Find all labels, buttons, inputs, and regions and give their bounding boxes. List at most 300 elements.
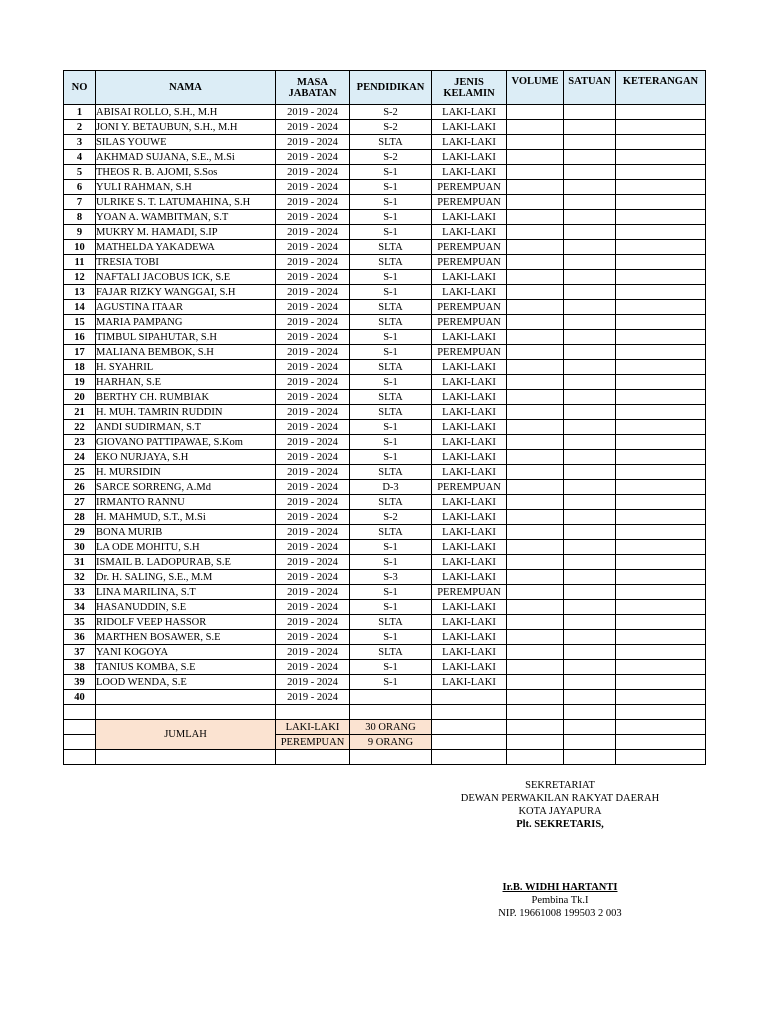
row-nama: BERTHY CH. RUMBIAK [96,390,276,405]
row-satuan [564,105,616,120]
row-volume [507,135,564,150]
row-satuan [564,525,616,540]
row-masa-jabatan: 2019 - 2024 [276,315,350,330]
row-satuan [564,405,616,420]
table-row [64,495,706,510]
row-nama: H. MAHMUD, S.T., M.Si [96,510,276,525]
row-volume [507,270,564,285]
row-no: 31 [64,555,96,570]
row-satuan [564,165,616,180]
row-volume [507,510,564,525]
row-jenis-kelamin: PEREMPUAN [432,240,507,255]
row-keterangan [616,585,706,600]
row-no: 33 [64,585,96,600]
row-masa-jabatan: 2019 - 2024 [276,210,350,225]
row-nama: H. MUH. TAMRIN RUDDIN [96,405,276,420]
row-pendidikan: S-1 [350,270,432,285]
row-keterangan [616,480,706,495]
table-row [64,345,706,360]
row-masa-jabatan: 2019 - 2024 [276,225,350,240]
row-keterangan [616,315,706,330]
row-no: 20 [64,390,96,405]
row-no: 19 [64,375,96,390]
row-nama: LOOD WENDA, S.E [96,675,276,690]
row-no: 39 [64,675,96,690]
row-nama: H. SYAHRIL [96,360,276,375]
row-nama: BONA MURIB [96,525,276,540]
table-row [64,690,706,705]
header-pendidikan: PENDIDIKAN [350,71,432,105]
row-nama: YOAN A. WAMBITMAN, S.T [96,210,276,225]
row-no: 29 [64,525,96,540]
signature-block [420,779,700,831]
row-satuan [564,225,616,240]
row-no: 22 [64,420,96,435]
row-masa-jabatan: 2019 - 2024 [276,450,350,465]
row-keterangan [616,255,706,270]
table-row [64,135,706,150]
official-name: Ir.B. WIDHI HARTANTI [502,882,618,893]
table-row [64,510,706,525]
table-row [64,255,706,270]
row-volume [507,330,564,345]
row-pendidikan: SLTA [350,525,432,540]
row-keterangan [616,120,706,135]
row-no: 34 [64,600,96,615]
row-jenis-kelamin: LAKI-LAKI [432,540,507,555]
row-pendidikan: S-1 [350,585,432,600]
row-volume [507,165,564,180]
row-volume [507,255,564,270]
row-keterangan [616,360,706,375]
row-masa-jabatan: 2019 - 2024 [276,300,350,315]
row-pendidikan: S-3 [350,570,432,585]
table-row [64,480,706,495]
header-jenis-kelamin [432,71,507,105]
row-satuan [564,570,616,585]
row-volume [507,435,564,450]
row-satuan [564,420,616,435]
row-jenis-kelamin: LAKI-LAKI [432,270,507,285]
row-masa-jabatan: 2019 - 2024 [276,390,350,405]
row-pendidikan: S-1 [350,375,432,390]
row-no: 13 [64,285,96,300]
row-keterangan [616,600,706,615]
row-nama: JONI Y. BETAUBUN, S.H., M.H [96,120,276,135]
male-count: 30 ORANG [350,720,432,735]
table-row [64,465,706,480]
row-masa-jabatan: 2019 - 2024 [276,375,350,390]
row-keterangan [616,555,706,570]
row-no: 3 [64,135,96,150]
row-volume [507,660,564,675]
row-masa-jabatan: 2019 - 2024 [276,330,350,345]
row-masa-jabatan: 2019 - 2024 [276,480,350,495]
header-masa-jabatan [276,71,350,105]
row-volume [507,285,564,300]
row-nama: TANIUS KOMBA, S.E [96,660,276,675]
header-satuan: SATUAN [564,71,616,105]
table-row [64,675,706,690]
row-volume [507,150,564,165]
table-row [64,285,706,300]
row-pendidikan: SLTA [350,465,432,480]
row-keterangan [616,660,706,675]
row-pendidikan: S-1 [350,195,432,210]
row-masa-jabatan: 2019 - 2024 [276,690,350,705]
signature-line2: DEWAN PERWAKILAN RAKYAT DAERAH [460,793,660,804]
row-no: 16 [64,330,96,345]
row-satuan [564,300,616,315]
row-jenis-kelamin: LAKI-LAKI [432,375,507,390]
row-jenis-kelamin: LAKI-LAKI [432,660,507,675]
row-jenis-kelamin: LAKI-LAKI [432,150,507,165]
row-satuan [564,540,616,555]
row-jenis-kelamin: LAKI-LAKI [432,225,507,240]
row-masa-jabatan: 2019 - 2024 [276,360,350,375]
row-pendidikan: SLTA [350,255,432,270]
row-jenis-kelamin: LAKI-LAKI [432,420,507,435]
row-masa-jabatan: 2019 - 2024 [276,165,350,180]
table-row [64,330,706,345]
table-row [64,405,706,420]
row-jenis-kelamin: LAKI-LAKI [432,465,507,480]
row-pendidikan: S-1 [350,435,432,450]
row-jenis-kelamin: PEREMPUAN [432,345,507,360]
row-volume [507,345,564,360]
row-no: 1 [64,105,96,120]
row-jenis-kelamin: LAKI-LAKI [432,105,507,120]
row-jenis-kelamin: LAKI-LAKI [432,390,507,405]
row-nama: ABISAI ROLLO, S.H., M.H [96,105,276,120]
header-no: NO [64,71,96,105]
row-pendidikan: SLTA [350,495,432,510]
row-keterangan [616,105,706,120]
row-no: 30 [64,540,96,555]
table-row [64,585,706,600]
row-satuan [564,345,616,360]
row-nama: HASANUDDIN, S.E [96,600,276,615]
row-jenis-kelamin: LAKI-LAKI [432,210,507,225]
row-pendidikan: SLTA [350,615,432,630]
row-satuan [564,615,616,630]
row-volume [507,525,564,540]
row-volume [507,645,564,660]
row-no: 11 [64,255,96,270]
row-satuan [564,390,616,405]
row-masa-jabatan: 2019 - 2024 [276,540,350,555]
signature-line1: SEKRETARIAT [525,780,595,791]
row-nama: AGUSTINA ITAAR [96,300,276,315]
row-pendidikan: S-2 [350,510,432,525]
row-masa-jabatan: 2019 - 2024 [276,465,350,480]
row-keterangan [616,645,706,660]
row-jenis-kelamin: PEREMPUAN [432,195,507,210]
row-volume [507,690,564,705]
row-keterangan [616,435,706,450]
row-volume [507,450,564,465]
row-masa-jabatan: 2019 - 2024 [276,675,350,690]
row-pendidikan: S-1 [350,285,432,300]
table-row [64,555,706,570]
row-pendidikan: SLTA [350,405,432,420]
row-satuan [564,195,616,210]
row-nama: MALIANA BEMBOK, S.H [96,345,276,360]
row-nama: MUKRY M. HAMADI, S.IP [96,225,276,240]
row-pendidikan: S-1 [350,180,432,195]
table-row [64,210,706,225]
row-masa-jabatan: 2019 - 2024 [276,345,350,360]
row-volume [507,120,564,135]
table-row [64,105,706,120]
row-no: 7 [64,195,96,210]
row-pendidikan: SLTA [350,390,432,405]
row-volume [507,540,564,555]
row-nama: MATHELDA YAKADEWA [96,240,276,255]
row-satuan [564,180,616,195]
row-satuan [564,585,616,600]
table-row [64,180,706,195]
table-body [64,105,706,705]
header-row [64,71,706,105]
row-pendidikan: S-1 [350,225,432,240]
row-keterangan [616,510,706,525]
row-nama: ULRIKE S. T. LATUMAHINA, S.H [96,195,276,210]
row-keterangan [616,690,706,705]
row-pendidikan: S-2 [350,105,432,120]
row-jenis-kelamin: PEREMPUAN [432,585,507,600]
row-pendidikan: SLTA [350,360,432,375]
row-pendidikan: S-2 [350,150,432,165]
row-nama: Dr. H. SALING, S.E., M.M [96,570,276,585]
row-satuan [564,255,616,270]
row-volume [507,210,564,225]
row-nama: SARCE SORRENG, A.Md [96,480,276,495]
table-row [64,225,706,240]
official-rank: Pembina Tk.I [531,895,589,906]
row-satuan [564,375,616,390]
row-keterangan [616,525,706,540]
row-masa-jabatan: 2019 - 2024 [276,525,350,540]
row-no: 2 [64,120,96,135]
header-masa-line1: MASA [297,76,328,88]
row-jenis-kelamin: LAKI-LAKI [432,555,507,570]
row-nama: TRESIA TOBI [96,255,276,270]
row-jenis-kelamin: LAKI-LAKI [432,165,507,180]
table-row [64,375,706,390]
row-no: 10 [64,240,96,255]
row-no: 28 [64,510,96,525]
row-pendidikan: D-3 [350,480,432,495]
row-pendidikan: SLTA [350,315,432,330]
row-volume [507,375,564,390]
row-pendidikan: S-1 [350,540,432,555]
row-no: 36 [64,630,96,645]
row-nama: RIDOLF VEEP HASSOR [96,615,276,630]
row-volume [507,105,564,120]
row-nama: HARHAN, S.E [96,375,276,390]
row-volume [507,225,564,240]
row-volume [507,315,564,330]
row-no: 15 [64,315,96,330]
summary-row-male [64,720,706,735]
row-masa-jabatan: 2019 - 2024 [276,180,350,195]
row-pendidikan: S-2 [350,120,432,135]
row-no: 18 [64,360,96,375]
row-masa-jabatan: 2019 - 2024 [276,510,350,525]
row-pendidikan: S-1 [350,330,432,345]
row-keterangan [616,300,706,315]
table-row [64,390,706,405]
row-jenis-kelamin: LAKI-LAKI [432,630,507,645]
row-volume [507,300,564,315]
male-label: LAKI-LAKI [276,720,350,735]
row-nama: YANI KOGOYA [96,645,276,660]
table-row [64,315,706,330]
row-jenis-kelamin: LAKI-LAKI [432,330,507,345]
row-keterangan [616,540,706,555]
row-satuan [564,660,616,675]
row-masa-jabatan: 2019 - 2024 [276,660,350,675]
row-nama: MARTHEN BOSAWER, S.E [96,630,276,645]
row-masa-jabatan: 2019 - 2024 [276,495,350,510]
row-volume [507,420,564,435]
row-satuan [564,360,616,375]
table-row [64,240,706,255]
row-jenis-kelamin: LAKI-LAKI [432,450,507,465]
row-nama: TIMBUL SIPAHUTAR, S.H [96,330,276,345]
row-volume [507,480,564,495]
row-keterangan [616,240,706,255]
header-keterangan: KETERANGAN [616,71,706,105]
row-satuan [564,450,616,465]
table-row [64,600,706,615]
row-nama: AKHMAD SUJANA, S.E., M.Si [96,150,276,165]
row-nama: FAJAR RIZKY WANGGAI, S.H [96,285,276,300]
table-row [64,360,706,375]
row-nama: GIOVANO PATTIPAWAE, S.Kom [96,435,276,450]
member-table [63,70,706,765]
row-jenis-kelamin: LAKI-LAKI [432,600,507,615]
row-nama: THEOS R. B. AJOMI, S.Sos [96,165,276,180]
header-volume: VOLUME [507,71,564,105]
row-satuan [564,675,616,690]
row-nama: H. MURSIDIN [96,465,276,480]
row-keterangan [616,630,706,645]
row-volume [507,495,564,510]
row-pendidikan: SLTA [350,135,432,150]
row-volume [507,585,564,600]
row-keterangan [616,135,706,150]
row-satuan [564,315,616,330]
row-satuan [564,120,616,135]
row-pendidikan: S-1 [350,165,432,180]
table-row [64,150,706,165]
row-volume [507,360,564,375]
row-satuan [564,435,616,450]
row-keterangan [616,465,706,480]
row-satuan [564,645,616,660]
row-keterangan [616,615,706,630]
female-label: PEREMPUAN [276,735,350,750]
row-keterangan [616,330,706,345]
row-keterangan [616,450,706,465]
row-pendidikan: S-1 [350,210,432,225]
row-keterangan [616,375,706,390]
row-keterangan [616,270,706,285]
signature-title: Plt. SEKRETARIS, [516,819,604,830]
row-no: 32 [64,570,96,585]
row-volume [507,600,564,615]
row-masa-jabatan: 2019 - 2024 [276,645,350,660]
row-keterangan [616,210,706,225]
official-nip: NIP. 19661008 199503 2 003 [498,908,622,919]
table-row [64,195,706,210]
row-masa-jabatan: 2019 - 2024 [276,105,350,120]
blank-row [64,705,706,720]
row-satuan [564,285,616,300]
row-masa-jabatan: 2019 - 2024 [276,405,350,420]
row-keterangan [616,165,706,180]
table-row [64,450,706,465]
row-satuan [564,480,616,495]
row-jenis-kelamin: PEREMPUAN [432,180,507,195]
row-jenis-kelamin: LAKI-LAKI [432,360,507,375]
row-no: 17 [64,345,96,360]
official-block [420,881,700,920]
row-keterangan [616,495,706,510]
row-nama: LA ODE MOHITU, S.H [96,540,276,555]
table-row [64,660,706,675]
row-masa-jabatan: 2019 - 2024 [276,120,350,135]
blank-row [64,750,706,765]
table-row [64,615,706,630]
row-keterangan [616,225,706,240]
row-no: 21 [64,405,96,420]
row-masa-jabatan: 2019 - 2024 [276,270,350,285]
row-masa-jabatan: 2019 - 2024 [276,630,350,645]
row-masa-jabatan: 2019 - 2024 [276,150,350,165]
row-satuan [564,135,616,150]
table-row [64,300,706,315]
row-nama: SILAS YOUWE [96,135,276,150]
row-satuan [564,495,616,510]
row-jenis-kelamin: LAKI-LAKI [432,510,507,525]
row-volume [507,180,564,195]
row-keterangan [616,150,706,165]
row-no: 40 [64,690,96,705]
signature-line3: KOTA JAYAPURA [518,806,602,817]
row-pendidikan [350,690,432,705]
row-no: 37 [64,645,96,660]
row-jenis-kelamin: LAKI-LAKI [432,675,507,690]
row-satuan [564,600,616,615]
row-jenis-kelamin: PEREMPUAN [432,300,507,315]
row-jenis-kelamin: LAKI-LAKI [432,615,507,630]
row-pendidikan: SLTA [350,300,432,315]
row-jenis-kelamin: LAKI-LAKI [432,495,507,510]
row-jenis-kelamin: LAKI-LAKI [432,285,507,300]
row-nama: NAFTALI JACOBUS ICK, S.E [96,270,276,285]
table-row [64,120,706,135]
row-satuan [564,510,616,525]
row-no: 24 [64,450,96,465]
jumlah-label: JUMLAH [96,720,276,750]
row-satuan [564,690,616,705]
table-row [64,570,706,585]
row-no: 12 [64,270,96,285]
row-volume [507,630,564,645]
